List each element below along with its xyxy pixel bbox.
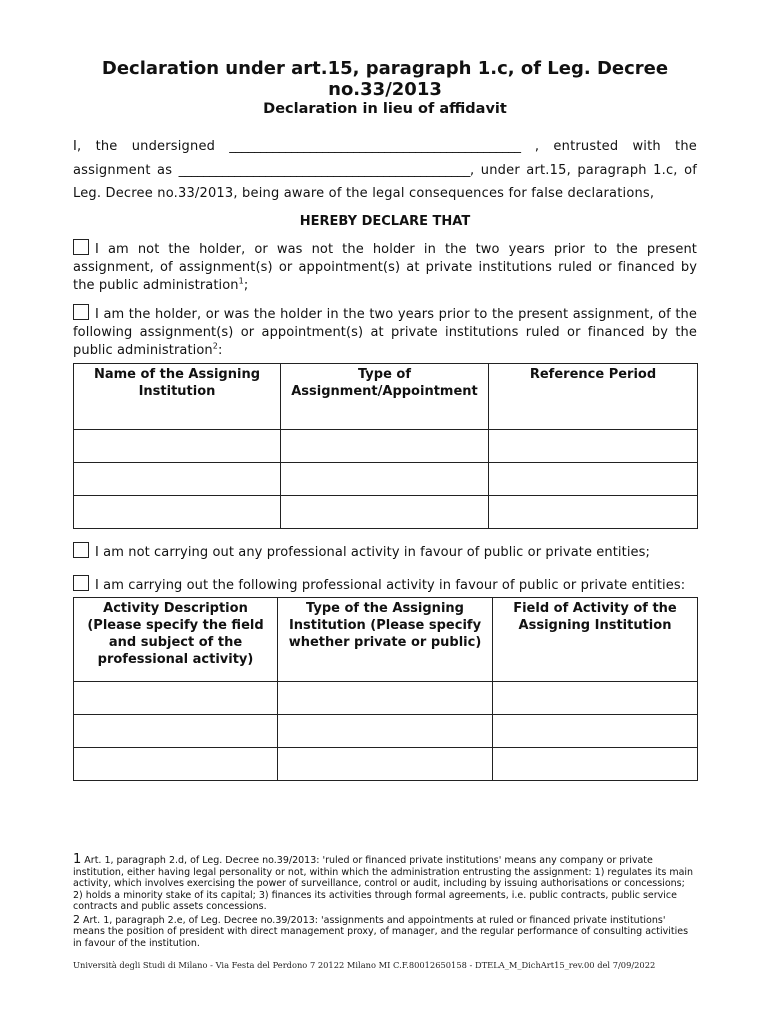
title-line-2: no.33/2013 bbox=[328, 79, 442, 100]
footnote-2-number: 2 bbox=[73, 912, 80, 926]
table-cell[interactable] bbox=[74, 681, 278, 714]
checkbox-not-holder[interactable] bbox=[73, 239, 89, 255]
footnote-ref-1: 1 bbox=[238, 276, 244, 286]
table-cell[interactable] bbox=[281, 429, 489, 462]
option-holder bbox=[73, 304, 697, 360]
table-cell[interactable] bbox=[74, 747, 278, 780]
intro-text-3: , under art.15, paragraph 1.c, of Leg. Decree no.33/2013, being aware of the legal consequences for false declarations, bbox=[73, 162, 698, 201]
table-row bbox=[74, 681, 698, 714]
option-holder-text: I am the holder, or was the holder in the two years prior to the present assignment, of the following assignment(s) or appointment(s) at private institutions ruled or financed by the public administration bbox=[73, 306, 697, 358]
document-title bbox=[73, 58, 697, 100]
page-footer: Università degli Studi di Milano - Via Festa del Perdono 7 20122 Milano MI C.F.80012650158 - DTELA_M_DichArt15_rev.00 del 7/09/2022 bbox=[73, 960, 656, 970]
footnotes bbox=[73, 854, 697, 949]
intro-text-1: I, the undersigned bbox=[73, 139, 230, 154]
table-cell[interactable] bbox=[281, 462, 489, 495]
footnote-ref-2: 2 bbox=[212, 341, 218, 351]
table-cell[interactable] bbox=[493, 714, 698, 747]
declaration-page bbox=[73, 58, 697, 781]
table-cell[interactable] bbox=[489, 495, 698, 528]
footnote-1-text: Art. 1, paragraph 2.d, of Leg. Decree no.39/2013: 'ruled or financed private institutions' means any company or private institution, either having legal personality or not, within which the administration entrusting the assignment: 1) regulates its main activity, which involves exercising the power of surveillance, control or audit, including by issuing authorisations or concessions; 2) holds a minority stake of its capital; 3) finances its activities through formal agreements, i.e. public contracts, public service contracts and public assets concessions. bbox=[73, 855, 694, 912]
option-holder-end: : bbox=[217, 342, 223, 358]
table-cell[interactable] bbox=[278, 714, 493, 747]
option-not-holder bbox=[73, 239, 697, 295]
col-header-assignment-type: Type of Assignment/Appointment bbox=[281, 363, 489, 429]
option-activity-text: I am carrying out the following professional activity in favour of public or private entities: bbox=[95, 577, 686, 593]
checkbox-no-activity[interactable] bbox=[73, 542, 89, 558]
table-header-row bbox=[74, 363, 698, 429]
option-not-holder-text: I am not the holder, or was not the holder in the two years prior to the present assignment, of assignment(s) or appointment(s) at private institutions ruled or financed by the public administration bbox=[73, 241, 697, 293]
table-cell[interactable] bbox=[74, 429, 281, 462]
table-row bbox=[74, 429, 698, 462]
table-cell[interactable] bbox=[74, 462, 281, 495]
title-line-1: Declaration under art.15, paragraph 1.c, of Leg. Decree bbox=[101, 58, 669, 79]
assignment-blank-field[interactable]: _______________________________________________ bbox=[178, 162, 471, 178]
table-cell[interactable] bbox=[493, 747, 698, 780]
activities-table bbox=[73, 597, 698, 781]
table-row bbox=[74, 462, 698, 495]
name-blank-field[interactable]: _______________________________________________ bbox=[229, 139, 521, 154]
option-no-activity bbox=[73, 542, 697, 562]
table-row bbox=[74, 747, 698, 780]
table-cell[interactable] bbox=[489, 462, 698, 495]
footnote-1-number: 1 bbox=[73, 852, 82, 867]
table-cell[interactable] bbox=[74, 495, 281, 528]
table-cell[interactable] bbox=[278, 747, 493, 780]
col-header-institution-name: Name of the Assigning Institution bbox=[74, 363, 281, 429]
checkbox-activity[interactable] bbox=[73, 575, 89, 591]
intro-paragraph bbox=[73, 135, 697, 206]
table-cell[interactable] bbox=[281, 495, 489, 528]
table-cell[interactable] bbox=[493, 681, 698, 714]
option-not-holder-end: ; bbox=[243, 277, 249, 293]
col-header-field-of-activity: Field of Activity of the Assigning Institution bbox=[493, 597, 698, 681]
assignments-table bbox=[73, 363, 698, 529]
table-cell[interactable] bbox=[74, 714, 278, 747]
col-header-activity-description: Activity Description (Please specify the field and subject of the professional activity) bbox=[74, 597, 278, 681]
table-row bbox=[74, 714, 698, 747]
document-subtitle: Declaration in lieu of affidavit bbox=[263, 101, 507, 117]
table-cell[interactable] bbox=[278, 681, 493, 714]
table-header-row bbox=[74, 597, 698, 681]
footnote-2 bbox=[73, 914, 697, 950]
footnote-1 bbox=[73, 854, 697, 913]
col-header-reference-period: Reference Period bbox=[489, 363, 698, 429]
footnote-2-text: Art. 1, paragraph 2.e, of Leg. Decree no.39/2013: 'assignments and appointments at ruled or financed private institutions' means the position of president with direct management proxy, of manager, and the regular performance of consulting activities in favour of the institution. bbox=[73, 914, 689, 949]
intro-text-2: , entrusted with the assignment as bbox=[73, 139, 697, 178]
option-activity bbox=[73, 575, 697, 595]
checkbox-holder[interactable] bbox=[73, 304, 89, 320]
table-row bbox=[74, 495, 698, 528]
col-header-institution-type: Type of the Assigning Institution (Please specify whether private or public) bbox=[278, 597, 493, 681]
table-cell[interactable] bbox=[489, 429, 698, 462]
option-no-activity-text: I am not carrying out any professional activity in favour of public or private entities; bbox=[95, 544, 650, 560]
declare-heading: HEREBY DECLARE THAT bbox=[299, 213, 471, 229]
